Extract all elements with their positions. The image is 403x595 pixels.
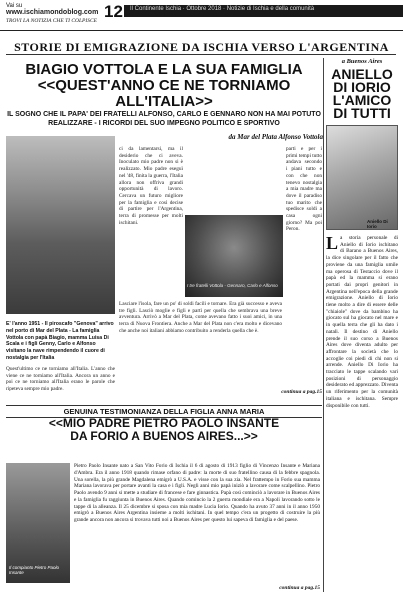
article-title-line2: <<QUEST'ANNO CE NE TORNIAMO ALL'ITALIA>> — [37, 77, 291, 110]
drop-cap: L — [326, 235, 339, 253]
article2-section: GENUINA TESTIMONIANZA DELLA FIGLIA ANNA MARIA — [6, 405, 322, 418]
site-tagline: TROVI LA NOTIZIA CHE TI COLPISCE — [6, 18, 98, 24]
ship-family-photo — [6, 136, 115, 314]
article-byline: da Mar del Plata Alfonso Vottola — [228, 133, 323, 141]
ship-photo-caption: E' l'anno 1951 - Il piroscafo "Genova" arrivo nel porto di Mar del Plata - La famiglia Vottola con papà Biagio, mamma Luisa Di Scala e i figli Genny, Carlo e Alfonso visitano la nave rimpendendo il cuore di nostalgia per l'Italia — [6, 321, 114, 361]
article2-title — [6, 417, 322, 443]
page-number: 12 — [104, 2, 123, 21]
continue-link[interactable]: continua a pag.15 — [281, 389, 322, 395]
article-column-b2: Lasciare l'isola, fare un po' di soldi facili e tornare. Era già successo e aveva tre figli. Lasciò moglie e figli e partì per quella che sembrava una breve avventura. Arrivò a Mar del Plata, come avevano fatto i suoi amici, in una terra di Nuova Frontiera. Anche a Mar del Plata non c'era molto e dicevano che anche noi italiani abbiamo contribuito a renderla quella che è. — [119, 301, 282, 334]
site-url-link[interactable]: www.ischiamondoblog.com — [6, 9, 99, 16]
sidebar-title-line3: L'AMICO — [332, 92, 392, 108]
article-column-b: ci da lamentarsi, ma il desiderio che ci aveva. Inoculato mio padre non si è realizzato. Mio padre eseguì nel '48, finita la guerra, l'Italia allora non offriva grandi opportunità di lavoro. Cercava un futuro migliore per la famiglia e così decise di partire per l'Argentina, terra di promesse per molti ischitani. — [119, 146, 183, 226]
header-bar-text: Il Continente Ischia · Ottobre 2018 · Notizie di Ischia e della comunità — [130, 6, 315, 12]
sidebar-body: a storia personale di Aniello di Iorio ischitano di Barano a Buenos Aires, la dice singolare per il fatto che proviene da una famiglia umile ma operosa di Testaccio dove il papà ed la mamma si erano portati dai propri genitori in Argentina nell'epoca della grande emigrazione. Aniello di Iorio tiene molto a dire di essere delle "chiaiole" dove da bambino ha giocato sul ha giocato nel mare e in quella terra che gli ha dato i natali. Il destino di Aniello prende il suo corso a Buenos Aires dove diventa adulto per affrontare la società che lo accoglie coi piedi di chi non si arrende. Aniello Di Iorio ha tracciato le tappe scalando vari posizioni di personaggio desiderato ed apprezzato. Diventa un riferimento per la comunità italiana e ischitana. Sempre disponibile con tutti. — [326, 235, 398, 409]
vai-su-link[interactable]: Vai su — [6, 3, 23, 9]
article-subhead: IL SOGNO CHE IL PAPA' DEI FRATELLI ALFONSO, CARLO E GENNARO NON HA MAI POTUTO REALIZZARE - I RICORDI DEL SUO IMPEGNO POLITICO E SPORTIVO — [7, 111, 321, 127]
article-title-line1: BIAGIO VOTTOLA E LA SUA FAMIGLIA — [25, 61, 303, 78]
column-divider — [323, 58, 324, 592]
pietro-photo-caption: Il compianto Pietro Paolo Insante — [9, 565, 60, 575]
article2-title-line1: <<MIO PADRE PIETRO PAOLO INSANTE — [48, 416, 280, 430]
sidebar-kicker: a Buenos Aires — [341, 58, 383, 65]
aniello-photo — [326, 125, 398, 230]
sidebar-title-line1: ANIELLO — [331, 66, 393, 82]
article2-text: Pietro Paolo Insante nato a San Vito Forio di Ischia il 6 di agosto di 1913 figlio di Vincenzo Insante e Mariana d'Ambra. Era il anno 1918 quando rimase orfano di padre: la morte di suo fratellino causa di la febbre spagnola. Una sorella, la più grande Magdalena emigrò a U.S.A. e visse con la sua zia. Nel frattempo in Forio sua mamma Mariana lavorava per portare avanti la casa e i figli. Negli anni mio papà iniziò a lavorare come scalpellino. Pietro Paolo avendo 9 anni si mette a studiare di francese e fare ginnastica. Papà così cominciò a lavorare in Buenos Aires e la famiglia fu raggiunta in Buenos Aires. Quando comincio la 2 guerra mondiale era a Napoli lavorando sotto le tappe di la alleanza. Il 25 dicembre si sposa con mia madre Lucia Iorio. Quando ha avuto 37 anni in il anno 1950 emigrò a Buenos Aires Argentina insieme a molti ischitani. In quel tempo c'era un progetto di costruire la più grande ancora non ancora si trovava tutti noi a Buenos Aires per questo lui sapeva di famiglia e del paese. — [74, 463, 320, 523]
sidebar-title — [326, 68, 398, 120]
section-title: STORIE DI EMIGRAZIONE DA ISCHIA VERSO L'ARGENTINA — [14, 40, 389, 54]
article-column-c: parti e per i primi tempi tutto andava secondo i piani tutto e con che non tenevo nostalgia a mia madre ma dove il paradiso tuo marito che spedisce soldi a casa ogni giorno? Ma poi Peron. — [286, 146, 322, 233]
sidebar-title-line4: DI TUTTI — [333, 105, 391, 121]
article-title — [6, 62, 322, 110]
article2-title-line2: DA FORIO A BUENOS AIRES...>> — [70, 429, 258, 443]
sidebar-text — [326, 235, 398, 588]
sidebar-title-line2: DI IORIO — [333, 79, 391, 95]
aniello-photo-caption: Aniello Di Iorio — [367, 219, 388, 229]
brothers-photo-caption: I tre fratelli Vottola - Gennaro, Carlo e Alfonso — [187, 283, 278, 288]
continue-link-2[interactable]: continua a pag.15 — [279, 585, 320, 591]
section-divider — [6, 54, 396, 55]
article-column-a: Quest'ultimo ce ne torniamo all'Italia. L'anno che viene ce ne torniamo all'Italia. Ancora un anno e poi ce ne torniamo all'Italia erano le parole che ripeteva sempre mio padre. — [6, 366, 115, 393]
